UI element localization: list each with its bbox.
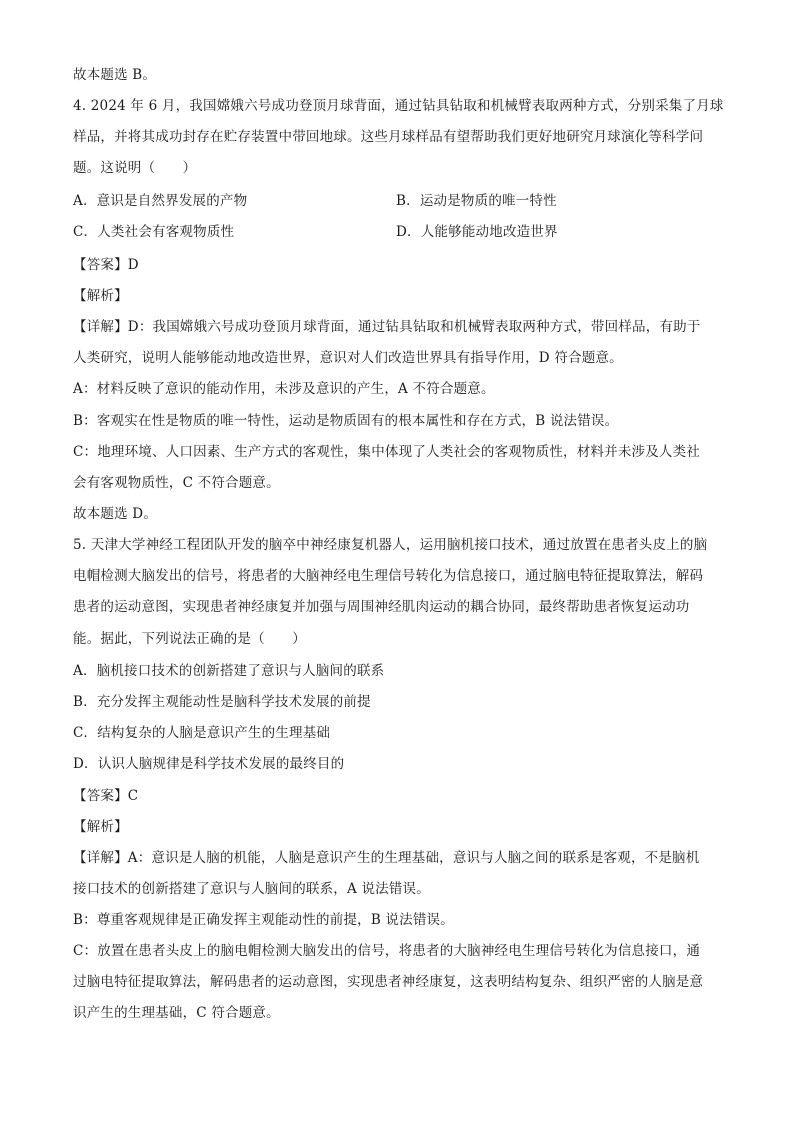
question-4-detail-line-1: 【详解】D：我国嫦娥六号成功登顶月球背面，通过钻具钻取和机械臂表取两种方式，带回样品，有助于 [73, 319, 701, 335]
question-4-detail-line-2: 人类研究，说明人能够能动地改造世界，意识对人们改造世界具有指导作用，D 符合题意。 [73, 350, 623, 366]
question-4-option-b: B．运动是物质的唯一特性 [396, 193, 557, 209]
question-5-stem-line-1: 5. 天津大学神经工程团队开发的脑卒中神经康复机器人，运用脑机接口技术，通过放置在患者头皮上的脑 [73, 537, 708, 553]
question-5-detail-a-line-1: 【详解】A：意识是人脑的机能，人脑是意识产生的生理基础，意识与人脑之间的联系是客观，不是脑机 [73, 850, 700, 866]
question-5-detail-c-line-1: C：放置在患者头皮上的脑电帽检测大脑发出的信号，将患者的大脑神经电生理信号转化为信息接口，通 [73, 943, 701, 959]
question-4-option-d: D．人能够能动地改造世界 [396, 224, 558, 240]
question-4-stem-line-1: 4. 2024 年 6 月，我国嫦娥六号成功登顶月球背面，通过钻具钻取和机械臂表取两种方式，分别采集了月球 [73, 98, 724, 114]
question-4-option-a: A．意识是自然界发展的产物 [73, 193, 248, 209]
question-5-option-c: C．结构复杂的人脑是意识产生的生理基础 [73, 725, 331, 741]
question-5-analysis-heading: 【解析】 [73, 819, 128, 835]
question-4-stem-line-2: 样品，并将其成功封存在贮存装置中带回地球。这些月球样品有望帮助我们更好地研究月球演化等科学问 [73, 129, 704, 145]
question-5-option-d: D．认识人脑规律是科学技术发展的最终目的 [73, 756, 345, 772]
question-5-option-b: B．充分发挥主观能动性是脑科学技术发展的前提 [73, 694, 371, 710]
question-5-stem-line-4: 能。据此，下列说法正确的是（ ） [73, 631, 306, 647]
question-4-answer: 【答案】D [73, 257, 139, 273]
answer-conclusion-q3: 故本题选 B。 [73, 67, 157, 83]
question-4-option-c: C．人类社会有客观物质性 [73, 224, 235, 240]
question-5-stem-line-3: 患者的运动意图，实现患者神经康复并加强与周围神经肌肉运动的耦合协同，最终帮助患者恢复运动功 [73, 599, 690, 615]
question-4-analysis-heading: 【解析】 [73, 288, 128, 304]
question-4-stem-line-3: 题。这说明（ ） [73, 160, 197, 176]
question-5-answer: 【答案】C [73, 788, 139, 804]
question-5-stem-line-2: 电帽检测大脑发出的信号，将患者的大脑神经电生理信号转化为信息接口，通过脑电特征提取算法，解码 [73, 568, 704, 584]
question-4-detail-a: A：材料反映了意识的能动作用，未涉及意识的产生，A 不符合题意。 [73, 381, 495, 397]
question-5-option-a: A．脑机接口技术的创新搭建了意识与人脑间的联系 [73, 663, 385, 679]
question-5-detail-b: B：尊重客观规律是正确发挥主观能动性的前提，B 说法错误。 [73, 912, 454, 928]
question-4-detail-b: B：客观实在性是物质的唯一特性，运动是物质固有的根本属性和存在方式，B 说法错误。 [73, 413, 619, 429]
question-5-detail-c-line-2: 过脑电特征提取算法，解码患者的运动意图，实现患者神经康复，这表明结构复杂、组织严密的人脑是意 [73, 974, 704, 990]
question-5-detail-c-line-3: 识产生的生理基础，C 符合题意。 [73, 1005, 280, 1021]
question-4-detail-c-line-1: C：地理环境、人口因素、生产方式的客观性，集中体现了人类社会的客观物质性，材料并未涉及人类社 [73, 444, 701, 460]
answer-conclusion-q4: 故本题选 D。 [73, 506, 158, 522]
question-5-detail-a-line-2: 接口技术的创新搭建了意识与人脑间的联系，A 说法错误。 [73, 881, 430, 897]
question-4-detail-c-line-2: 会有客观物质性，C 不符合题意。 [73, 475, 280, 491]
